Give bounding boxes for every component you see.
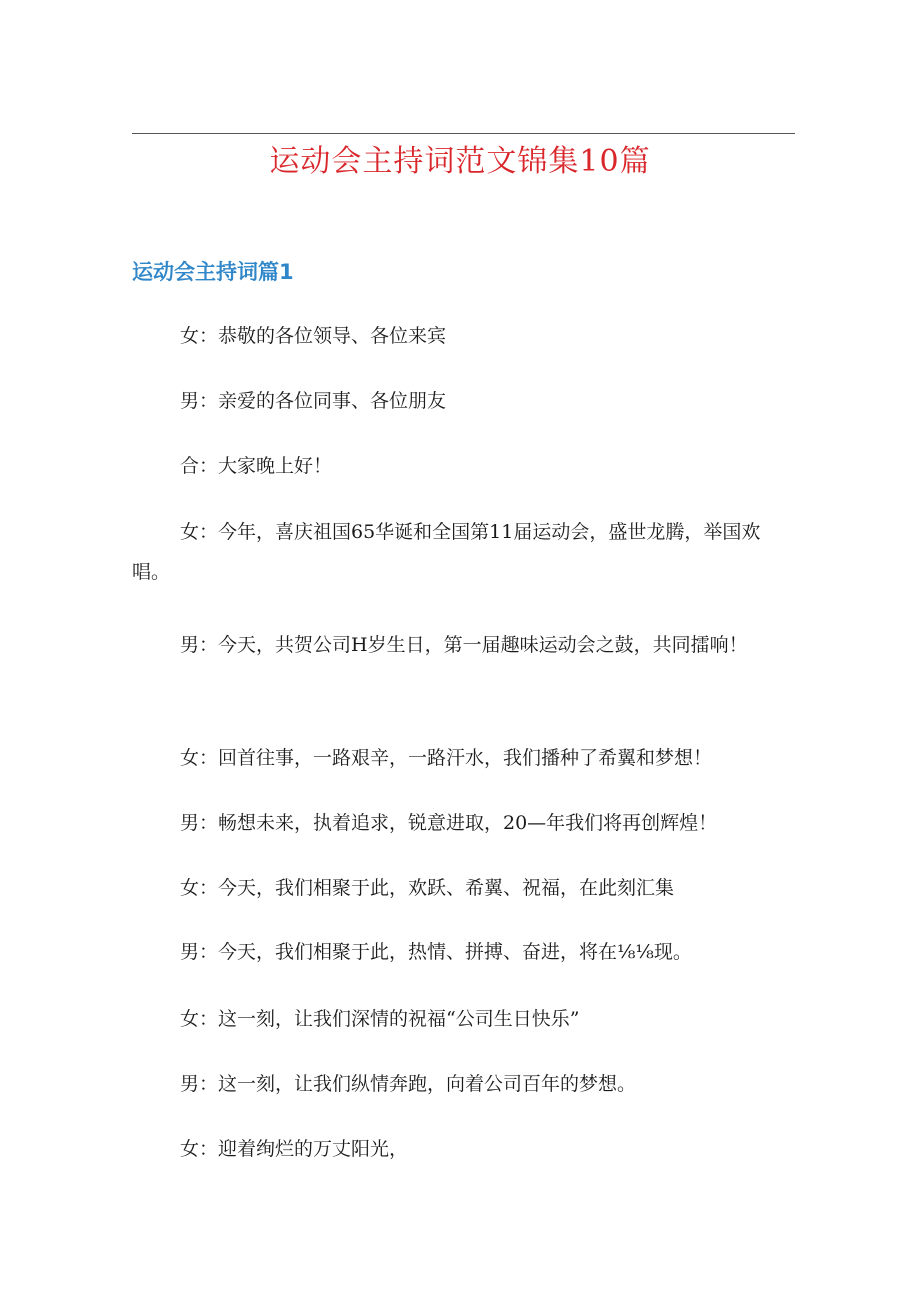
paragraph: 女：今年，喜庆祖国65华诞和全国第11届运动会，盛世龙腾，举国欢唱。: [132, 521, 761, 583]
document-title: 运动会主持词范文锦集10篇: [269, 144, 651, 179]
paragraph: 男：亲爱的各位同事、各位朋友: [180, 390, 447, 412]
paragraph: 男：这一刻，让我们纵情奔跑，向着公司百年的梦想。: [180, 1073, 637, 1095]
paragraph: 合：大家晚上好！: [180, 455, 333, 477]
header-rule: [132, 133, 795, 134]
paragraph: 男：今天，共贺公司H岁生日，第一届趣味运动会之鼓，共同擂响！: [180, 634, 748, 656]
paragraph: 女：回首往事，一路艰辛，一路汗水，我们播种了希翼和梦想！: [180, 747, 713, 769]
paragraph: 女：恭敬的各位领导、各位来宾: [180, 325, 447, 347]
paragraph: 男：今天，我们相聚于此，热情、拼搏、奋进，将在⅛⅛现。: [180, 941, 692, 963]
section-heading: 运动会主持词篇1: [132, 260, 294, 284]
paragraph: 女：迎着绚烂的万丈阳光，: [180, 1138, 409, 1160]
paragraph: 女：这一刻，让我们深情的祝福“公司生日快乐”: [180, 1008, 580, 1030]
paragraph: 男：畅想未来，执着追求，锐意进取，20—年我们将再创辉煌！: [180, 812, 718, 834]
paragraph: 女：今天，我们相聚于此，欢跃、希翼、祝福，在此刻汇集: [180, 877, 675, 899]
